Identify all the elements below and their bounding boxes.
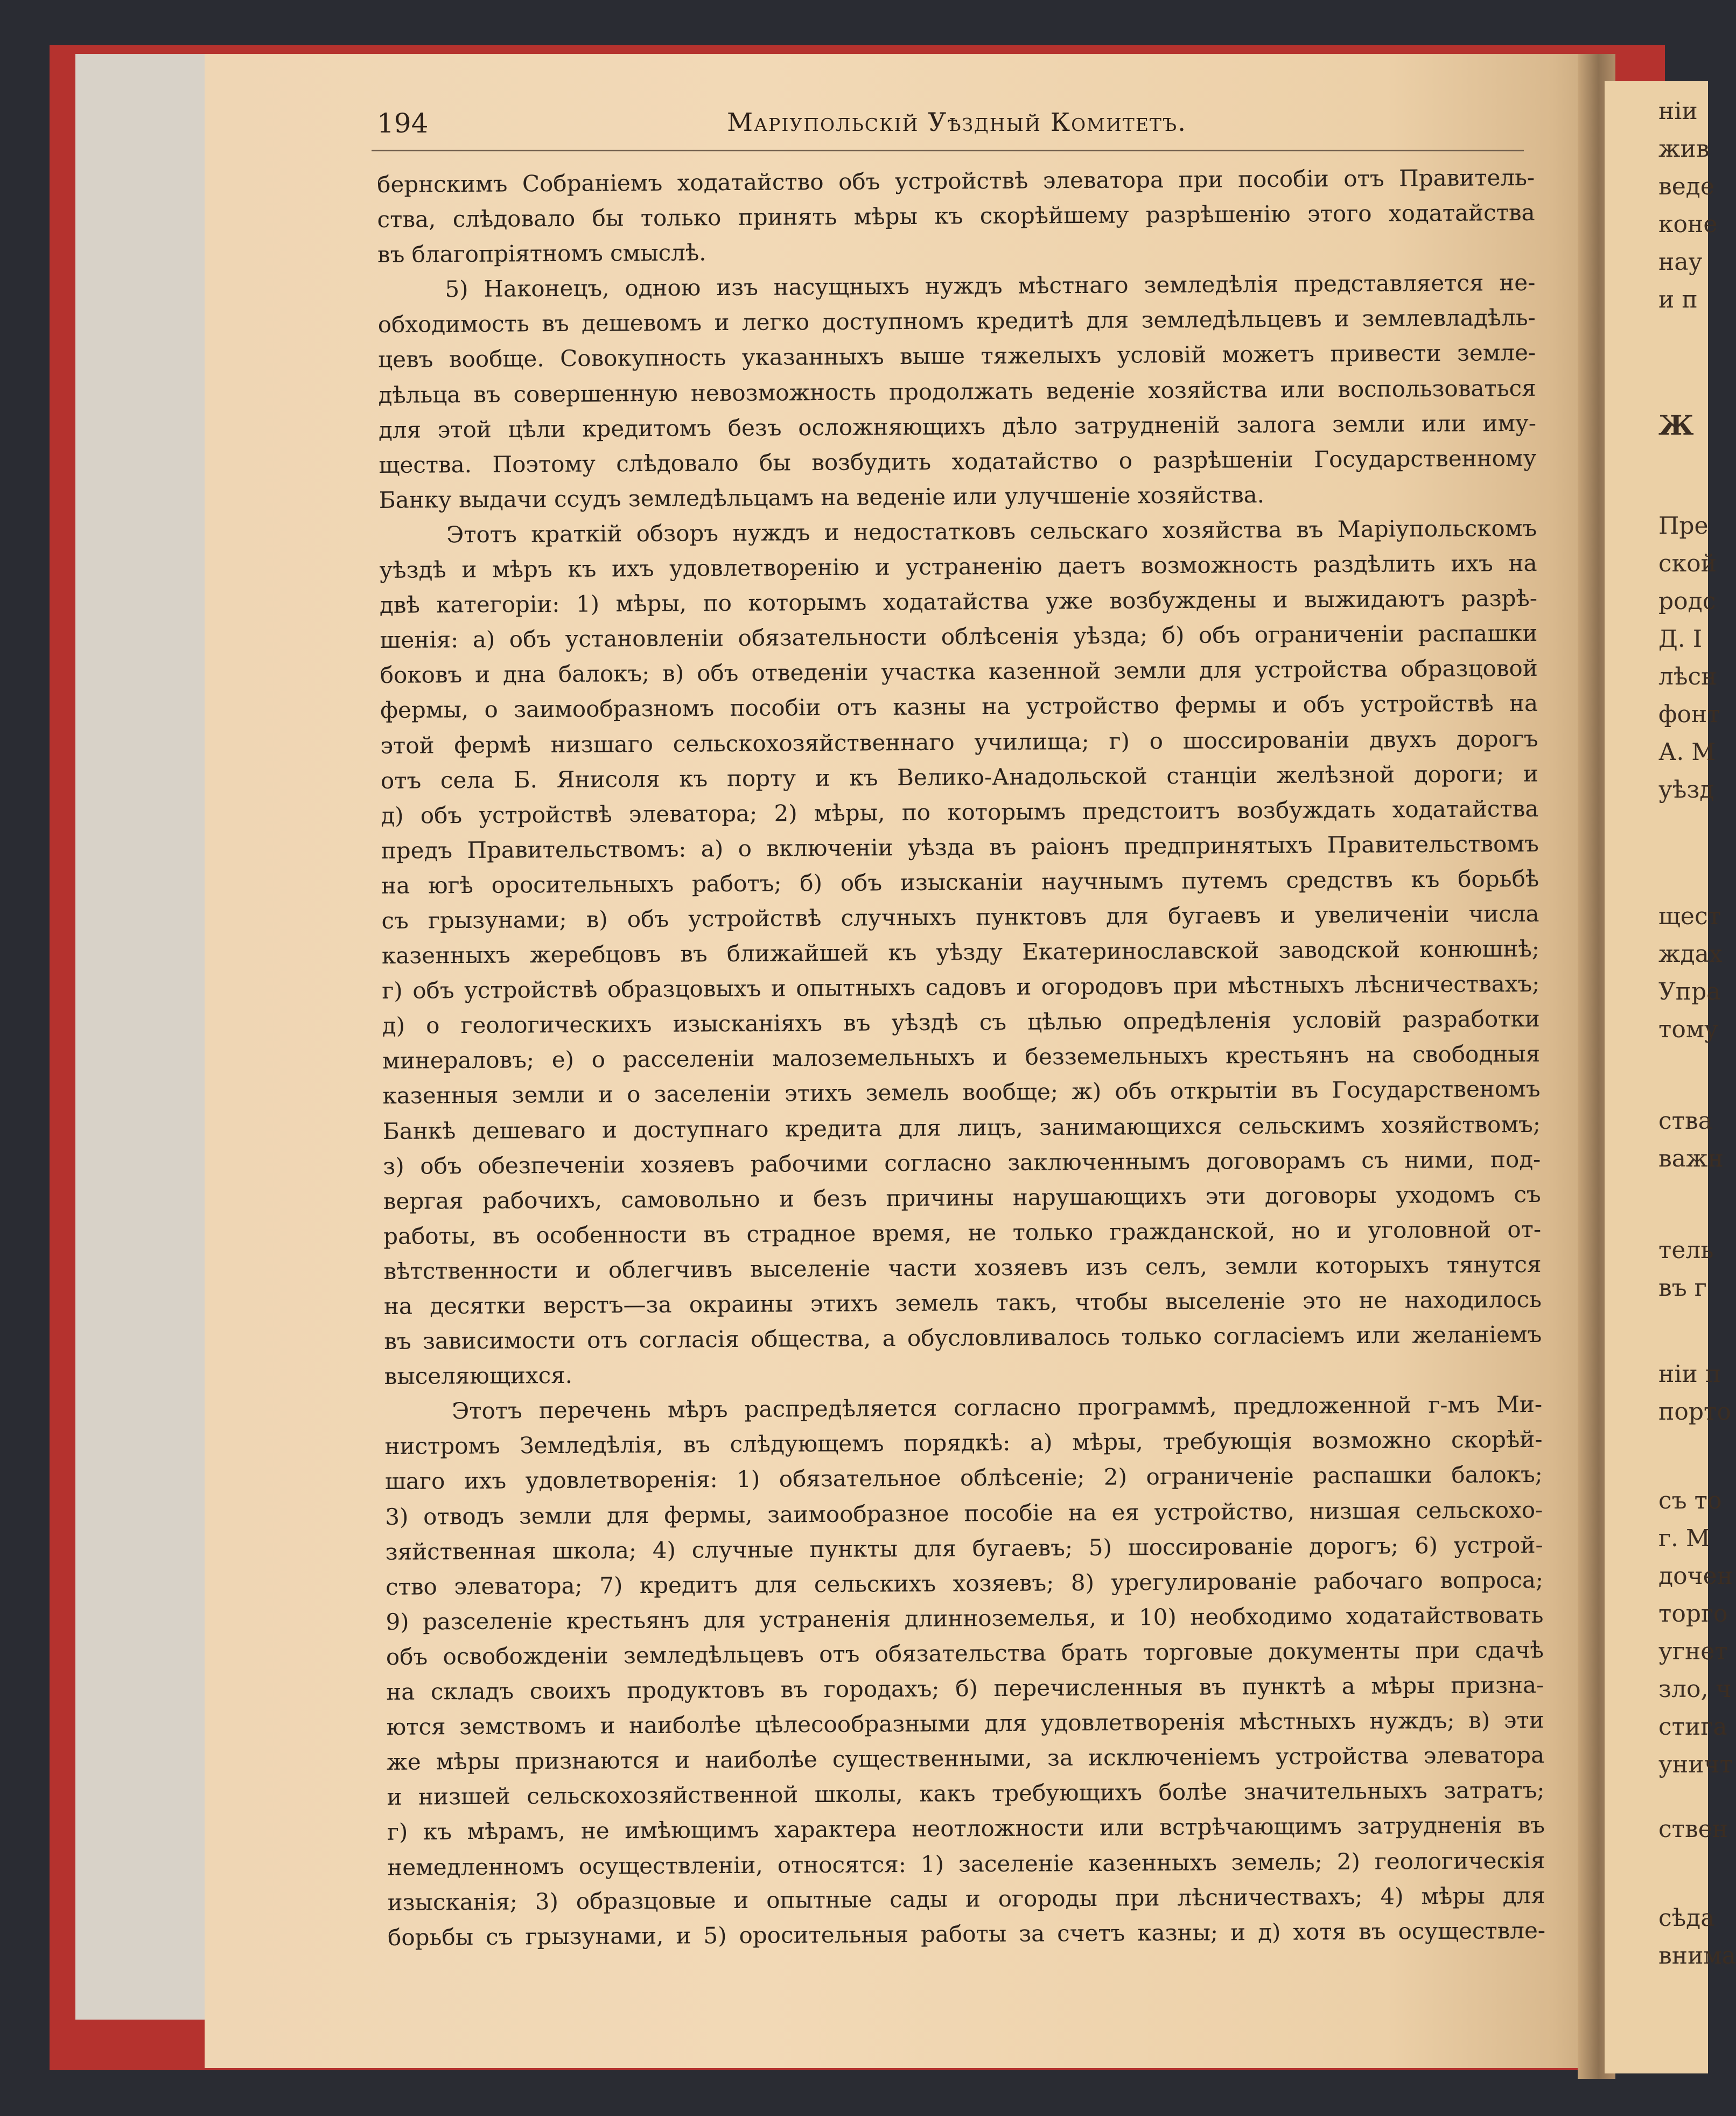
- text-line: д) о геологическихъ изысканіяхъ въ уѣздѣ съ цѣлью опредѣленія условій разработки: [382, 1005, 1540, 1039]
- next-page-fragment: порто: [1658, 1398, 1731, 1426]
- text-line: боковъ и дна балокъ; в) объ отведеніи участка казенной земли для устройства образцовой: [380, 655, 1538, 689]
- next-page-fragment: торго: [1658, 1600, 1728, 1628]
- text-line: Банкѣ дешеваго и доступнаго кредита для лицъ, занимающихся сельскимъ хозяйствомъ;: [382, 1111, 1541, 1144]
- text-line: вѣтственности и облегчивъ выселеніе части хозяевъ изъ селъ, земли которыхъ тянутся: [383, 1251, 1542, 1284]
- text-line: уѣздѣ и мѣръ къ ихъ удовлетворенію и устраненію даетъ возможность раздѣлить ихъ на: [379, 549, 1537, 584]
- text-line: бернскимъ Собраніемъ ходатайство объ устройствѣ элеватора при пособіи отъ Правитель-: [377, 164, 1535, 198]
- next-page-fragment: сѣда: [1658, 1904, 1715, 1932]
- next-page-fragment: нау: [1658, 248, 1703, 276]
- next-page-fragment: ства: [1658, 1107, 1712, 1135]
- next-page-fragment: тель: [1658, 1237, 1714, 1264]
- text-line: зяйственная школа; 4) случные пункты для бугаевъ; 5) шоссированіе дорогъ; 6) устрой-: [385, 1531, 1543, 1565]
- text-line: казенныя земли и о заселеніи этихъ земель вообще; ж) объ открытіи въ Государственомъ: [382, 1076, 1541, 1109]
- text-line: 3) отводъ земли для фермы, заимообразное пособіе на ея устройство, низшая сельскохо-: [385, 1496, 1543, 1530]
- text-line: борьбы съ грызунами, и 5) оросительныя работы за счетъ казны; и д) хотя въ осуществле-: [387, 1917, 1546, 1951]
- next-page-fragment: ской: [1658, 550, 1717, 577]
- next-page-fragment: дочен: [1658, 1562, 1733, 1590]
- text-line: предъ Правительствомъ: а) о включеніи уѣзда въ раіонъ предпринятыхъ Правительствомъ: [381, 830, 1539, 864]
- next-page-fragment: лѣсн: [1658, 663, 1717, 690]
- text-line: шенія: а) объ установленіи обязательности облѣсенія уѣзда; б) объ ограниченіи распашки: [380, 620, 1538, 654]
- next-page-fragment: Ж: [1658, 409, 1694, 441]
- text-line: нистромъ Земледѣлія, въ слѣдующемъ порядкѣ: а) мѣры, требующія возможно скорѣй-: [384, 1426, 1543, 1460]
- text-line: г) къ мѣрамъ, не имѣющимъ характера неотложности или встрѣчающимъ затрудненія въ: [387, 1812, 1545, 1846]
- page-edge: [75, 54, 210, 2020]
- text-line: вергая рабочихъ, самовольно и безъ причины нарушающихъ эти договоры уходомъ съ: [383, 1181, 1541, 1214]
- text-line: 5) Наконецъ, одною изъ насущныхъ нуждъ мѣстнаго земледѣлія представляется не-: [445, 269, 1536, 303]
- text-line: обходимость въ дешевомъ и легко доступномъ кредитѣ для земледѣльцевъ и землевладѣль-: [377, 304, 1536, 338]
- next-page-fragment: веде: [1658, 173, 1714, 200]
- next-page-fragment: внима: [1658, 1942, 1736, 1970]
- page-number: 194: [377, 108, 429, 139]
- text-line: съ грызунами; в) объ устройствѣ случныхъ пунктовъ для бугаевъ и увеличеніи числа: [381, 900, 1539, 934]
- next-page-fragment: Пре: [1658, 512, 1709, 540]
- next-page-fragment: уничт: [1658, 1751, 1733, 1778]
- text-line: шаго ихъ удовлетворенія: 1) обязательное облѣсеніе; 2) ограниченіе распашки балокъ;: [384, 1461, 1543, 1495]
- text-line: Этотъ краткій обзоръ нуждъ и недостатковъ сельскаго хозяйства въ Маріупольскомъ: [446, 514, 1537, 548]
- text-line: ство элеватора; 7) кредитъ для сельскихъ хозяевъ; 8) урегулированіе рабочаго вопроса;: [385, 1566, 1544, 1600]
- text-line: отъ села Б. Янисоля къ порту и къ Велико-Анадольской станціи желѣзной дороги; и: [380, 760, 1539, 794]
- next-page-fragment: ждах: [1658, 940, 1723, 968]
- text-line: объ освобожденіи земледѣльцевъ отъ обязательства брать торговые документы при сдачѣ: [386, 1636, 1544, 1670]
- text-line: и низшей сельскохозяйственной школы, какъ требующихъ болѣе значительныхъ затратъ;: [387, 1777, 1545, 1811]
- next-page-fragment: ніи п: [1658, 1360, 1721, 1388]
- text-line: на югѣ оросительныхъ работъ; б) объ изысканіи научнымъ путемъ средствъ къ борьбѣ: [381, 865, 1539, 899]
- page-header: [377, 108, 1529, 151]
- next-page-fragment: тому: [1658, 1016, 1718, 1043]
- text-line: минераловъ; е) о расселеніи малоземельныхъ и безземельныхъ крестьянъ на свободныя: [382, 1040, 1541, 1074]
- text-line: з) объ обезпеченіи хозяевъ рабочими согласно заключеннымъ договорамъ съ ними, под-: [383, 1146, 1541, 1179]
- text-line: д) объ устройствѣ элеватора; 2) мѣры, по которымъ предстоитъ возбуждать ходатайства: [381, 795, 1539, 829]
- text-line: Этотъ перечень мѣръ распредѣляется согласно программѣ, предложенной г-мъ Ми-: [451, 1391, 1543, 1424]
- next-page-fragment: уѣзд: [1658, 776, 1714, 804]
- next-page-fragment: ствен: [1658, 1815, 1728, 1843]
- text-line: ства, слѣдовало бы только принять мѣры къ скорѣйшему разрѣшенію этого ходатайства: [377, 199, 1535, 233]
- text-line: двѣ категоріи: 1) мѣры, по которымъ ходатайства уже возбуждены и выжидаютъ разрѣ-: [379, 584, 1538, 619]
- header-rule: [372, 150, 1524, 151]
- next-page-fragment: и п: [1658, 286, 1698, 313]
- text-line: фермы, о заимообразномъ пособіи отъ казны на устройство фермы и объ устройствѣ на: [380, 690, 1538, 724]
- text-line: цевъ вообще. Совокупность указанныхъ выше тяжелыхъ условій можетъ привести земле-: [378, 339, 1536, 373]
- text-line: въ благопріятномъ смыслѣ.: [377, 239, 706, 268]
- text-line: дѣльца въ совершенную невозможность продолжать веденіе хозяйства или воспользоваться: [378, 374, 1536, 408]
- text-line: въ зависимости отъ согласія общества, а обусловливалось только согласіемъ или желаніемъ: [384, 1321, 1542, 1355]
- next-page-fragment: угнет: [1658, 1638, 1728, 1665]
- text-line: же мѣры признаются и наиболѣе существенными, за исключеніемъ устройства элеватора: [386, 1742, 1545, 1776]
- next-page-fragment: фонт: [1658, 701, 1720, 728]
- text-line: ются земствомъ и наиболѣе цѣлесообразными для удовлетворенія мѣстныхъ нуждъ; в) эти: [386, 1706, 1544, 1741]
- next-page-fragment: жив: [1658, 135, 1710, 163]
- text-line: Банку выдачи ссудъ земледѣльцамъ на веденіе или улучшеніе хозяйства.: [379, 481, 1265, 513]
- text-line: казенныхъ жеребцовъ въ ближайшей къ уѣзду Екатеринославской заводской конюшнѣ;: [381, 935, 1540, 969]
- text-line: изысканія; 3) образцовые и опытные сады и огороды при лѣсничествахъ; 4) мѣры для: [387, 1882, 1545, 1916]
- text-line: на десятки верстъ—за окраины этихъ земель такъ, чтобы выселеніе это не находилось: [383, 1286, 1542, 1319]
- running-title: Маріупольскій Уѣздный Комитетъ.: [727, 108, 1187, 137]
- next-page-fragment: Упра: [1658, 978, 1721, 1005]
- text-line: г) объ устройствѣ образцовыхъ и опытныхъ садовъ и огородовъ при мѣстныхъ лѣсничествахъ;: [382, 970, 1540, 1004]
- text-line: этой фермѣ низшаго сельскохозяйственнаго училища; г) о шоссированіи двухъ дорогъ: [380, 725, 1538, 759]
- body-text: [377, 160, 1545, 1955]
- next-page-fragment: родс: [1658, 588, 1716, 615]
- next-page-fragment: зло, ч: [1658, 1675, 1732, 1703]
- next-page-fragment: Д. І: [1658, 625, 1703, 653]
- right-page-fragment: [1605, 81, 1736, 2073]
- text-line: 9) разселеніе крестьянъ для устраненія длинноземелья, и 10) необходимо ходатайствовать: [386, 1601, 1544, 1635]
- text-line: выселяющихся.: [384, 1362, 573, 1390]
- text-line: для этой цѣли кредитомъ безъ осложняющихъ дѣло затрудненій залога земли или иму-: [378, 409, 1537, 443]
- next-page-fragment: коне: [1658, 211, 1718, 238]
- next-page-fragment: ніи: [1658, 97, 1698, 125]
- next-page-fragment: стига: [1658, 1713, 1727, 1741]
- next-page-fragment: важн: [1658, 1145, 1724, 1172]
- next-page-fragment: щест: [1658, 903, 1721, 930]
- next-page-fragment: въ г: [1658, 1274, 1707, 1302]
- text-line: работы, въ особенности въ страдное время, не только гражданской, но и уголовной от-: [383, 1216, 1542, 1249]
- text-line: щества. Поэтому слѣдовало бы возбудить ходатайство о разрѣшеніи Государственному: [379, 444, 1537, 478]
- text-line: немедленномъ осуществленіи, относятся: 1) заселеніе казенныхъ земель; 2) геологическія: [387, 1847, 1545, 1881]
- next-page-fragment: г. М: [1658, 1525, 1711, 1552]
- text-line: на складъ своихъ продуктовъ въ городахъ; б) перечисленныя въ пунктѣ а мѣры призна-: [386, 1671, 1544, 1705]
- next-page-fragment: А. М: [1658, 738, 1716, 766]
- next-page-fragment: съ то: [1658, 1487, 1722, 1514]
